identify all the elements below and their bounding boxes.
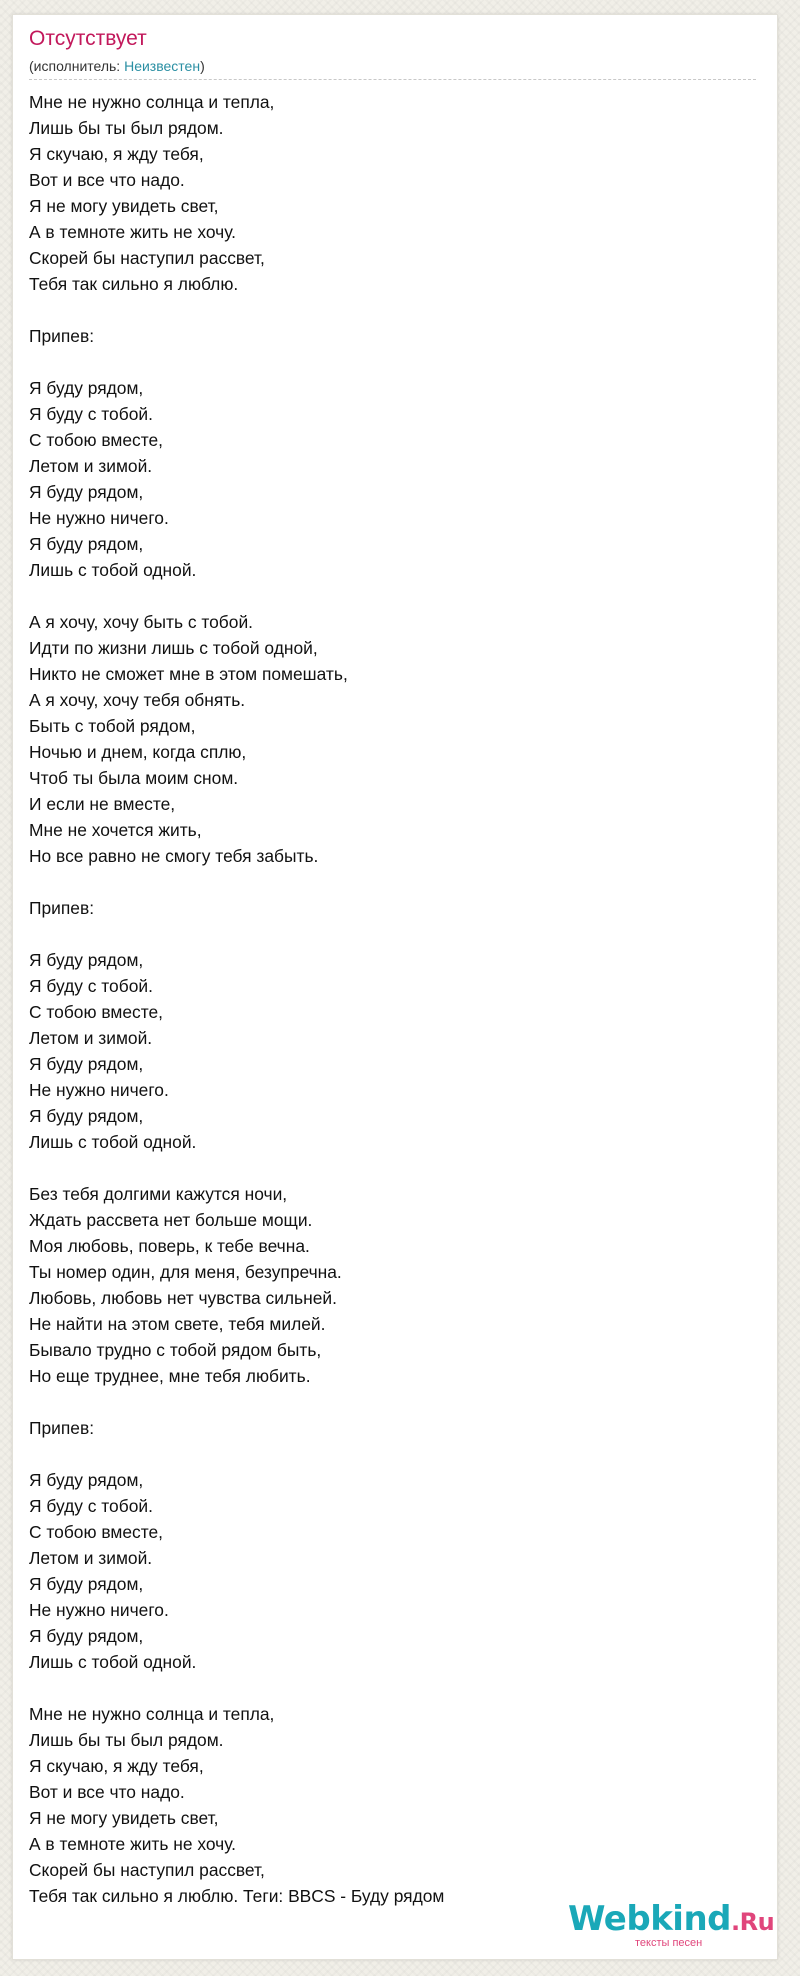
lyrics-line: Летом и зимой. [29, 1028, 153, 1048]
lyrics-line: Быть с тобой рядом, [29, 716, 196, 736]
logo-subtitle: тексты песен [635, 1937, 703, 1949]
lyrics-line: Ждать рассвета нет больше мощи. [29, 1210, 313, 1230]
lyrics-blank-line [29, 921, 749, 947]
lyrics-line: Идти по жизни лишь с тобой одной, [29, 638, 318, 658]
lyrics-line: Летом и зимой. [29, 456, 153, 476]
lyrics-blank-line [29, 1155, 749, 1181]
lyrics-line: Припев: [29, 898, 95, 918]
lyrics-line: Лишь бы ты был рядом. [29, 118, 224, 138]
lyrics-line: Чтоб ты была моим сном. [29, 768, 239, 788]
lyrics-line: Тебя так сильно я люблю. [29, 274, 239, 294]
lyrics-line: Ты номер один, для меня, безупречна. [29, 1262, 342, 1282]
lyrics-line: Я скучаю, я жду тебя, [29, 144, 204, 164]
song-title: Отсутствует [29, 27, 147, 50]
lyrics-line: Мне не нужно солнца и тепла, [29, 92, 275, 112]
lyrics-line: Я буду рядом, [29, 1574, 144, 1594]
lyrics-line: Не нужно ничего. [29, 1600, 169, 1620]
lyrics-line: С тобою вместе, [29, 430, 163, 450]
lyrics-line: Я буду рядом, [29, 482, 144, 502]
lyrics-line: Мне не хочется жить, [29, 820, 202, 840]
lyrics-line: И если не вместе, [29, 794, 176, 814]
lyrics-line: Моя любовь, поверь, к тебе вечна. [29, 1236, 310, 1256]
lyrics-body [29, 89, 749, 1909]
artist-link[interactable]: Неизвестен [124, 58, 201, 74]
artist-prefix: (исполнитель: [29, 58, 125, 74]
lyrics-line: Лишь с тобой одной. [29, 560, 197, 580]
lyrics-line: А в темноте жить не хочу. [29, 1834, 237, 1854]
lyrics-line: Я буду рядом, [29, 1470, 144, 1490]
lyrics-line: Лишь с тобой одной. [29, 1652, 197, 1672]
lyrics-line: Но все равно не смогу тебя забыть. [29, 846, 319, 866]
lyrics-blank-line [29, 297, 749, 323]
lyrics-line: Я не могу увидеть свет, [29, 1808, 219, 1828]
lyrics-blank-line [29, 583, 749, 609]
lyrics-line: Я скучаю, я жду тебя, [29, 1756, 204, 1776]
lyrics-line: Я буду рядом, [29, 1106, 144, 1126]
lyrics-line: А я хочу, хочу быть с тобой. [29, 612, 253, 632]
site-logo[interactable] [568, 1899, 775, 1939]
lyrics-blank-line [29, 349, 749, 375]
lyrics-line: С тобою вместе, [29, 1002, 163, 1022]
lyrics-line: Я буду рядом, [29, 378, 144, 398]
lyrics-blank-line [29, 1675, 749, 1701]
lyrics-line: Ночью и днем, когда сплю, [29, 742, 247, 762]
logo-tld: .Ru [731, 1908, 775, 1936]
lyrics-line: Я буду рядом, [29, 1054, 144, 1074]
lyrics-blank-line [29, 1441, 749, 1467]
lyrics-line: Вот и все что надо. [29, 1782, 185, 1802]
lyrics-line: А в темноте жить не хочу. [29, 222, 237, 242]
lyrics-line: Припев: [29, 1418, 95, 1438]
artist-suffix: ) [200, 58, 205, 74]
lyrics-line: Не найти на этом свете, тебя милей. [29, 1314, 326, 1334]
lyrics-line: Лишь с тобой одной. [29, 1132, 197, 1152]
lyrics-line: Припев: [29, 326, 95, 346]
lyrics-line: Без тебя долгими кажутся ночи, [29, 1184, 288, 1204]
lyrics-line: Тебя так сильно я люблю. Теги: BBCS - Буду рядом [29, 1886, 445, 1906]
lyrics-blank-line [29, 1389, 749, 1415]
lyrics-line: Лишь бы ты был рядом. [29, 1730, 224, 1750]
lyrics-line: Никто не сможет мне в этом помешать, [29, 664, 348, 684]
lyrics-line: Я буду рядом, [29, 1626, 144, 1646]
lyrics-line: Мне не нужно солнца и тепла, [29, 1704, 275, 1724]
lyrics-line: Летом и зимой. [29, 1548, 153, 1568]
lyrics-line: Я буду рядом, [29, 534, 144, 554]
lyrics-line: Я буду с тобой. [29, 976, 153, 996]
logo-main: Webkind [568, 1899, 731, 1939]
lyrics-line: Не нужно ничего. [29, 1080, 169, 1100]
lyrics-line: Вот и все что надо. [29, 170, 185, 190]
lyrics-line: С тобою вместе, [29, 1522, 163, 1542]
lyrics-line: Я не могу увидеть свет, [29, 196, 219, 216]
lyrics-line: Я буду с тобой. [29, 404, 153, 424]
lyrics-line: Скорей бы наступил рассвет, [29, 248, 265, 268]
lyrics-blank-line [29, 869, 749, 895]
lyrics-line: Любовь, любовь нет чувства сильней. [29, 1288, 337, 1308]
title-divider [29, 79, 756, 80]
lyrics-line: Не нужно ничего. [29, 508, 169, 528]
lyrics-line: Но еще труднее, мне тебя любить. [29, 1366, 311, 1386]
lyrics-line: Скорей бы наступил рассвет, [29, 1860, 265, 1880]
lyrics-line: Я буду с тобой. [29, 1496, 153, 1516]
lyrics-line: А я хочу, хочу тебя обнять. [29, 690, 246, 710]
lyrics-line: Я буду рядом, [29, 950, 144, 970]
artist-line [29, 58, 205, 74]
lyrics-line: Бывало трудно с тобой рядом быть, [29, 1340, 322, 1360]
